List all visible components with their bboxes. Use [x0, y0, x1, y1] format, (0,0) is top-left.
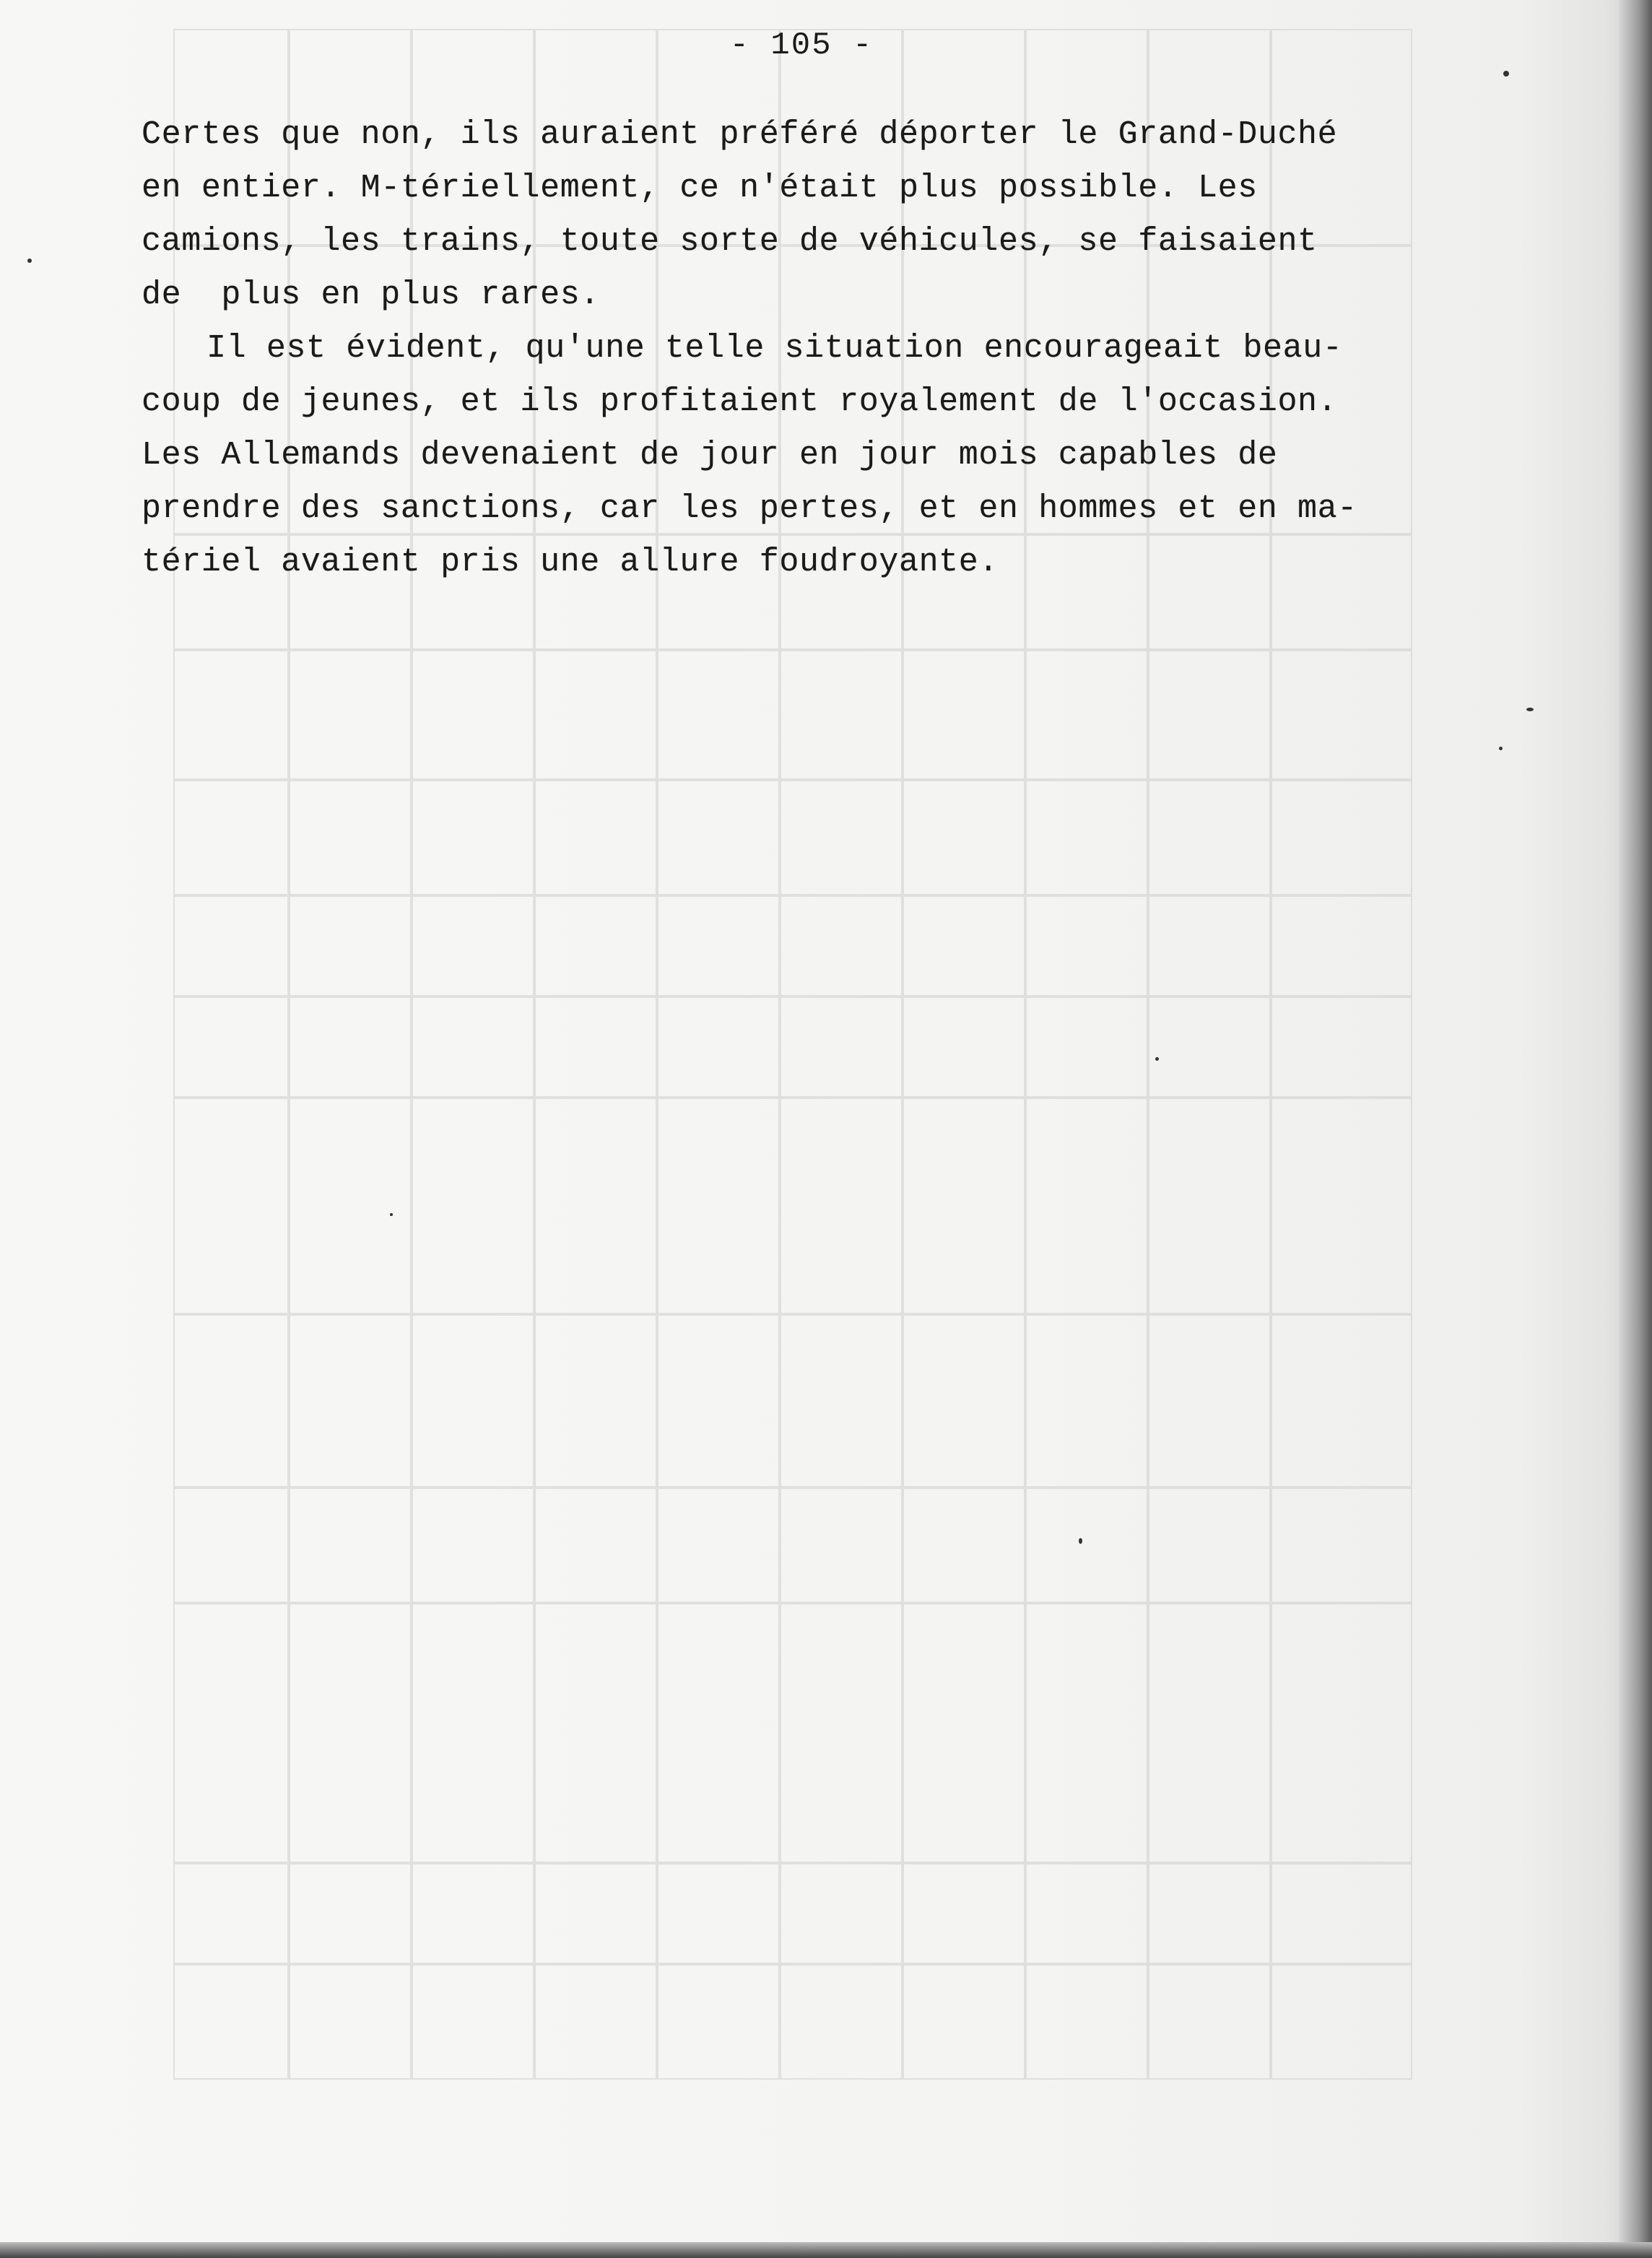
- text-line: en entier. M-tériellement, ce n'était plus possible. Les: [142, 170, 1258, 207]
- text-line: Il est évident, qu'une telle situation encourageait beau-: [206, 330, 1343, 367]
- text-line: prendre des sanctions, car les pertes, et en hommes et en ma-: [142, 490, 1357, 527]
- paragraph-1: [142, 108, 1434, 322]
- page-bottom-shadow: [0, 2242, 1652, 2258]
- text-line: Les Allemands devenaient de jour en jour mois capables de: [142, 437, 1278, 474]
- dust-speck: [1079, 1538, 1082, 1544]
- text-line: camions, les trains, toute sorte de véhicules, se faisaient: [142, 223, 1318, 260]
- text-line: Certes que non, ils auraient préféré déporter le Grand-Duché: [142, 116, 1338, 153]
- dust-speck: [1503, 71, 1509, 77]
- dust-speck: [1499, 747, 1503, 750]
- paragraph-2: [142, 322, 1434, 589]
- dust-speck: [390, 1213, 393, 1216]
- body-text: [142, 108, 1434, 589]
- page-number: - 105 -: [729, 27, 874, 64]
- text-line: de plus en plus rares.: [142, 277, 600, 313]
- text-line: coup de jeunes, et ils profitaient royalement de l'occasion.: [142, 383, 1338, 420]
- dust-speck: [1155, 1057, 1159, 1061]
- dust-speck: [1526, 708, 1534, 711]
- dust-speck: [27, 259, 32, 263]
- text-line: tériel avaient pris une allure foudroyante.: [142, 544, 999, 581]
- page-edge-shadow: [1619, 0, 1652, 2258]
